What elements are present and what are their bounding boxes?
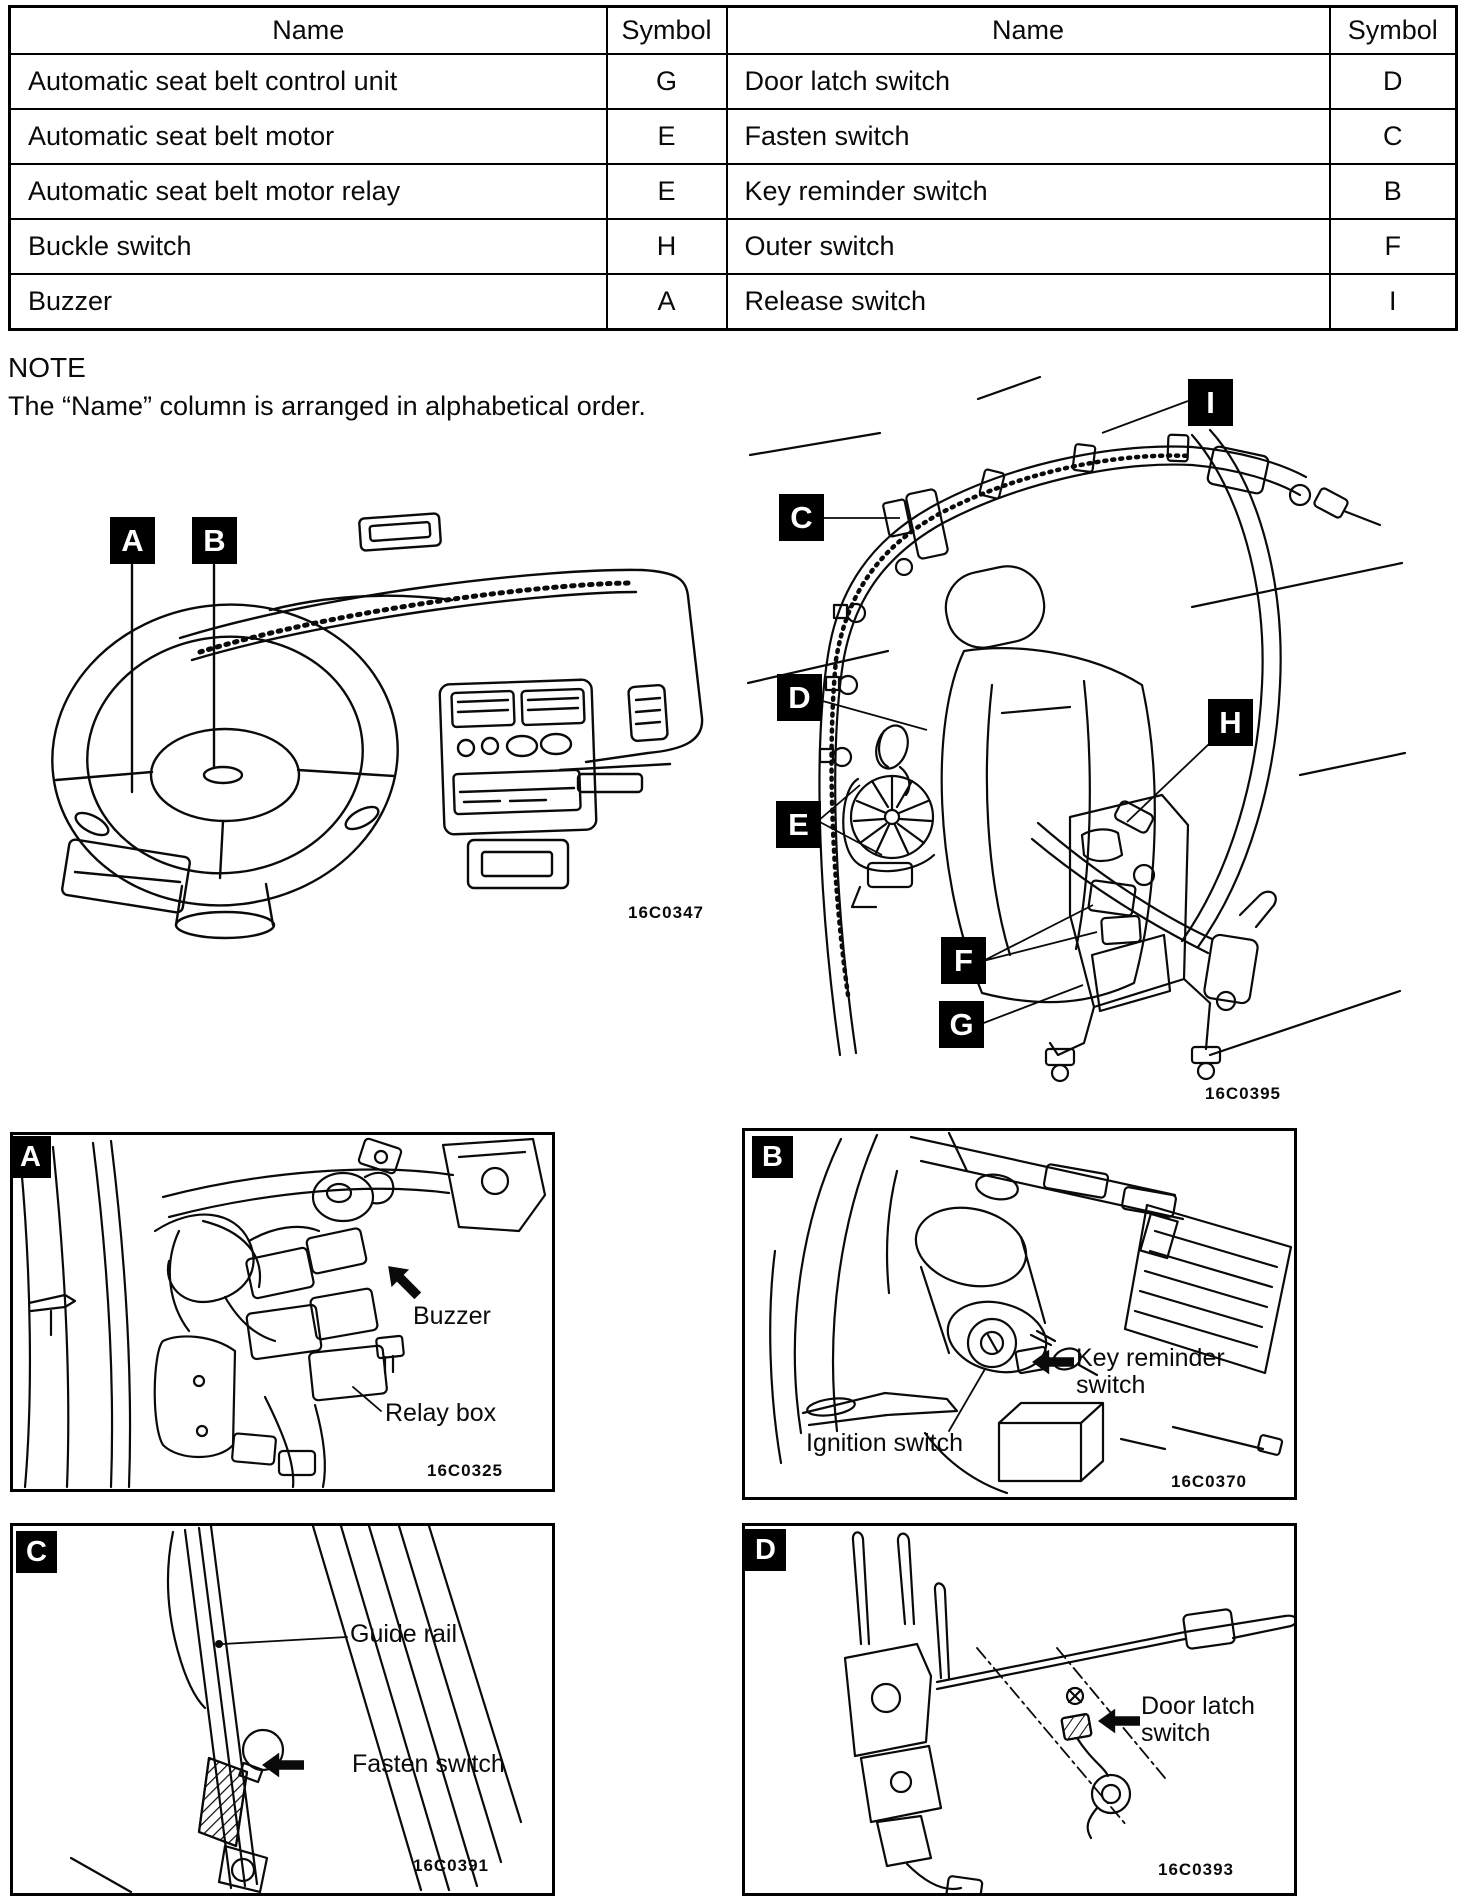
panel-b-label: B (752, 1136, 793, 1178)
part-symbol-cell: C (1330, 109, 1457, 164)
dashboard-illustration (30, 420, 710, 940)
callout-door-latch-switch: Door latch switch (1141, 1692, 1255, 1747)
header-symbol-left: Symbol (607, 7, 727, 54)
figure-code-seatbelt: 16C0395 (1205, 1084, 1282, 1103)
part-symbol-cell: F (1330, 219, 1457, 274)
panel-c-label: C (16, 1531, 57, 1573)
note-heading: NOTE (8, 352, 86, 383)
part-name-cell: Release switch (727, 274, 1330, 330)
table-row (10, 164, 1457, 219)
panel-c-illustration (13, 1526, 552, 1893)
table-row (10, 109, 1457, 164)
table-row (10, 274, 1457, 330)
panel-a-label: A (10, 1136, 51, 1178)
figure-label-b: B (192, 517, 237, 564)
table-header-row (10, 7, 1457, 54)
figure-code-dashboard: 16C0347 (628, 903, 705, 922)
callout-guide-rail: Guide rail (350, 1620, 457, 1648)
part-symbol-cell: H (607, 219, 727, 274)
figure-label-e: E (776, 801, 821, 848)
part-name-cell: Key reminder switch (727, 164, 1330, 219)
part-symbol-cell: E (607, 109, 727, 164)
figure-label-c: C (779, 494, 824, 541)
callout-key-reminder-switch: Key reminder switch (1076, 1344, 1225, 1399)
callout-ignition-switch: Ignition switch (806, 1429, 964, 1457)
part-name-cell: Buzzer (10, 274, 607, 330)
parts-table (8, 5, 1458, 331)
figure-label-f: F (941, 937, 986, 984)
figure-label-a: A (110, 517, 155, 564)
figure-code-panel-b: 16C0370 (1171, 1472, 1248, 1491)
panel-c (10, 1523, 555, 1896)
arrow-icon (1098, 1708, 1140, 1734)
part-name-cell: Fasten switch (727, 109, 1330, 164)
figure-label-g: G (939, 1001, 984, 1048)
header-symbol-right: Symbol (1330, 7, 1457, 54)
part-name-cell: Automatic seat belt control unit (10, 54, 607, 109)
part-symbol-cell: B (1330, 164, 1457, 219)
part-symbol-cell: G (607, 54, 727, 109)
part-name-cell: Automatic seat belt motor (10, 109, 607, 164)
figure-label-i: I (1188, 379, 1233, 426)
panel-d-label: D (745, 1529, 786, 1571)
table-row (10, 54, 1457, 109)
figure-code-panel-d: 16C0393 (1158, 1860, 1235, 1879)
part-symbol-cell: D (1330, 54, 1457, 109)
figure-label-h: H (1208, 699, 1253, 746)
arrow-icon (1032, 1349, 1074, 1375)
table-row (10, 219, 1457, 274)
figure-code-panel-c: 16C0391 (413, 1856, 490, 1875)
part-name-cell: Door latch switch (727, 54, 1330, 109)
header-name-right: Name (727, 7, 1330, 54)
part-symbol-cell: E (607, 164, 727, 219)
part-symbol-cell: A (607, 274, 727, 330)
note-text: The “Name” column is arranged in alphabetical order. (8, 391, 646, 421)
part-name-cell: Outer switch (727, 219, 1330, 274)
callout-buzzer: Buzzer (413, 1302, 491, 1330)
part-name-cell: Buckle switch (10, 219, 607, 274)
header-name-left: Name (10, 7, 607, 54)
figure-code-panel-a: 16C0325 (427, 1461, 504, 1480)
figure-label-d: D (777, 674, 822, 721)
callout-fasten-switch: Fasten switch (352, 1750, 505, 1778)
part-symbol-cell: I (1330, 274, 1457, 330)
callout-relay-box: Relay box (385, 1399, 497, 1427)
arrow-icon (262, 1752, 304, 1778)
part-name-cell: Automatic seat belt motor relay (10, 164, 607, 219)
seatbelt-illustration (740, 355, 1410, 1115)
